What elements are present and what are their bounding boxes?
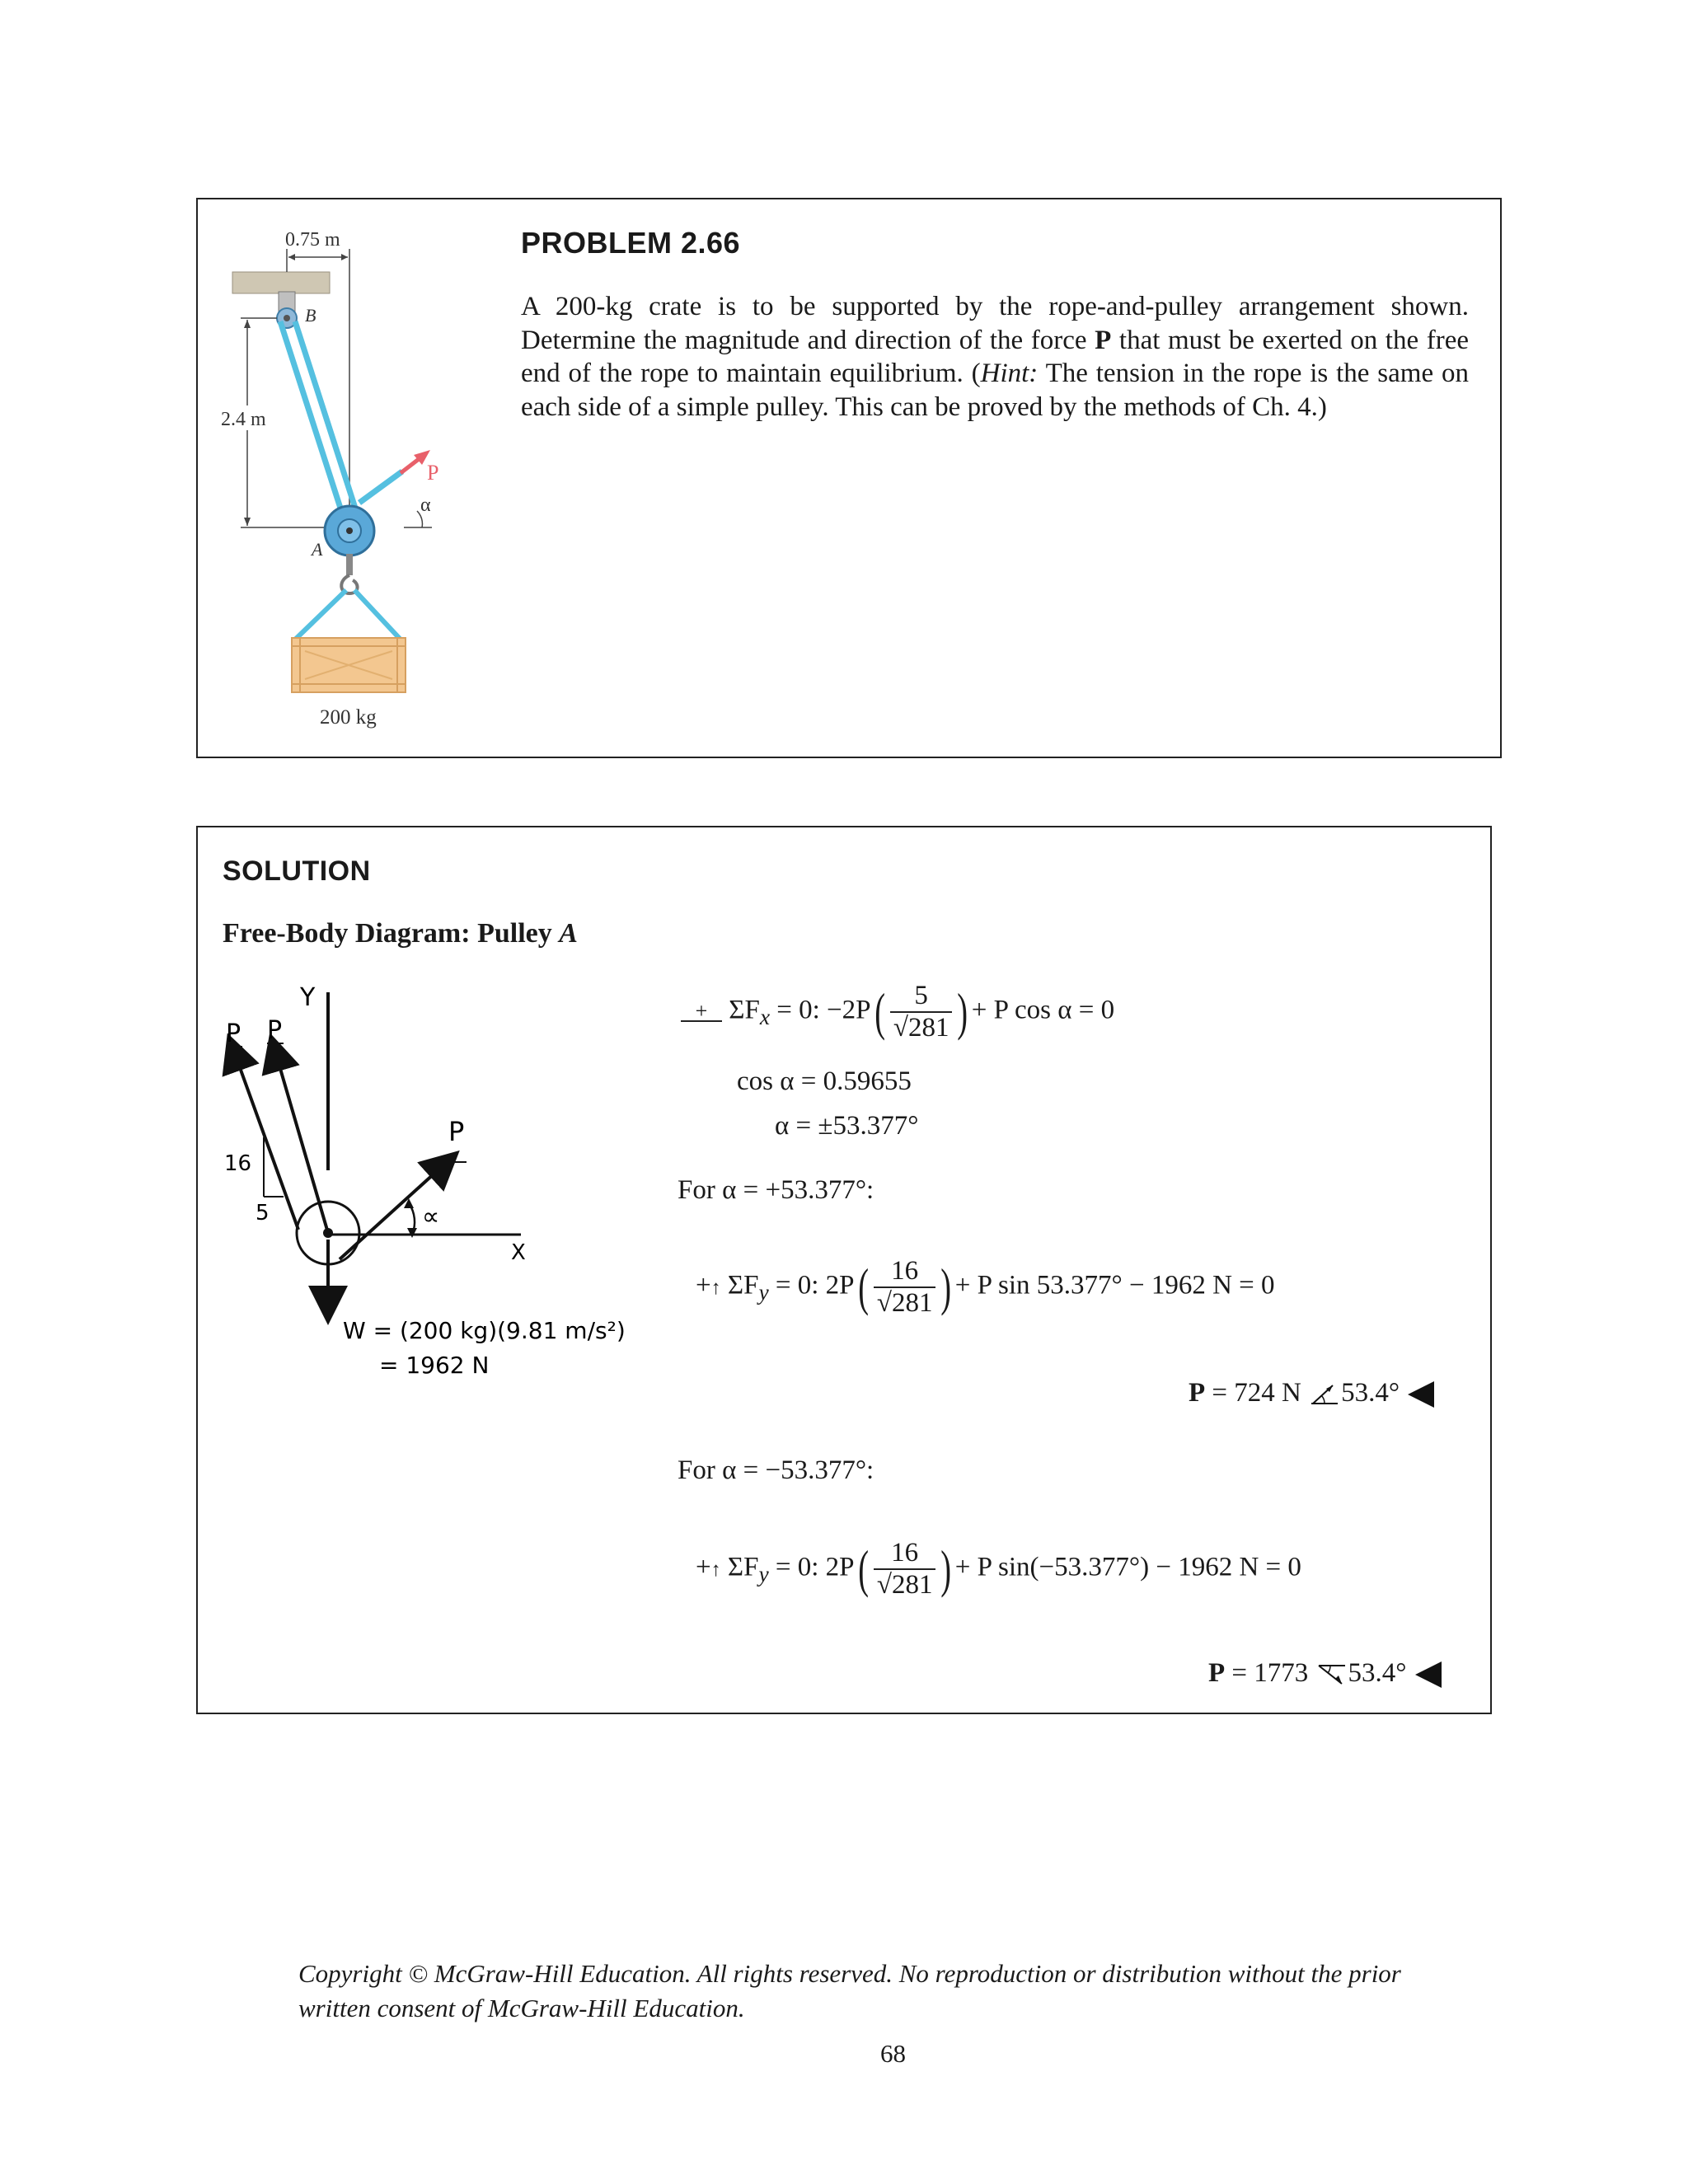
statement-hint: Hint: bbox=[980, 359, 1039, 388]
dim-top-label: 0.75 m bbox=[285, 229, 340, 251]
fbd-label-p-left-2: P bbox=[267, 1016, 283, 1045]
problem-heading: PROBLEM 2.66 bbox=[521, 226, 741, 260]
problem-box bbox=[196, 198, 1502, 758]
label-alpha: α bbox=[420, 494, 431, 516]
answer2-value: = 1773 bbox=[1225, 1658, 1309, 1688]
page-number: 68 bbox=[880, 2039, 906, 2068]
answer-1 bbox=[1189, 1378, 1436, 1409]
eq-sum-fy-2: +↑ $\Sigma F_y = 0$: 2P( $\frac{16}{√281}$ ) + P sin(−53.377°) − 1962 N = 0 bbox=[696, 1538, 1301, 1600]
alpha-pm: α = ±53.377° bbox=[775, 1111, 919, 1141]
case1-label: For α = +53.377°: bbox=[678, 1175, 874, 1205]
eq-fy1-rhs: + P sin 53.377° − 1962 N = 0 bbox=[954, 1270, 1275, 1301]
mass-label: 200 kg bbox=[320, 706, 377, 729]
answer-2 bbox=[1208, 1658, 1443, 1690]
eq-sum-fx: + $\Sigma F_x = 0$: −2P( $\frac{5}{√281}$ ) + P cos α = 0 bbox=[681, 981, 1114, 1043]
label-b: B bbox=[305, 305, 316, 326]
answer1-angle: 53.4° bbox=[1341, 1378, 1400, 1408]
eq-fx-lhs: ΣF bbox=[729, 995, 760, 1025]
eq-fy2-lhs: ΣF bbox=[727, 1552, 759, 1582]
eq-fx-den: √281 bbox=[893, 1013, 950, 1043]
statement-part-2: that must be exerted on the free end of the rope to maintain equilibrium. ( bbox=[521, 325, 1469, 388]
answer2-bold-p: P bbox=[1208, 1658, 1226, 1688]
rope-free-end bbox=[359, 471, 402, 503]
statement-bold-p: P bbox=[1095, 325, 1112, 355]
eq-fy1-den: √281 bbox=[876, 1288, 933, 1318]
eq-fx-sub: x bbox=[759, 1004, 771, 1030]
fbd-title-text: Free-Body Diagram: Pulley bbox=[223, 918, 560, 949]
eq-fy1-lhs: ΣF bbox=[727, 1270, 759, 1301]
answer2-angle: 53.4° bbox=[1348, 1658, 1407, 1688]
solution-heading: SOLUTION bbox=[223, 855, 371, 887]
answer1-value: = 724 N bbox=[1205, 1378, 1301, 1408]
free-body-diagram bbox=[198, 976, 692, 1388]
label-a: A bbox=[312, 539, 323, 560]
dim-side-label: 2.4 m bbox=[221, 409, 266, 430]
cos-alpha: cos α = 0.59655 bbox=[737, 1066, 912, 1096]
statement-part-3: The tension in the rope is the same on each side of a simple pulley. This can be proved by the methods of Ch. 4.) bbox=[521, 359, 1469, 422]
eq-fy2-sub: y bbox=[758, 1561, 769, 1587]
eq-fx-rhs: + P cos α = 0 bbox=[971, 995, 1115, 1025]
fbd-label-alpha: ∝ bbox=[422, 1202, 440, 1231]
copyright-line-1: Copyright © McGraw-Hill Education. All rights reserved. No reproduction or distribution without the prior bbox=[298, 1959, 1401, 1988]
answer-marker-icon bbox=[1406, 1380, 1436, 1409]
problem-statement bbox=[521, 290, 1469, 424]
eq-fy2-rhs: + P sin(−53.377°) − 1962 N = 0 bbox=[954, 1552, 1301, 1582]
answer1-bold-p: P bbox=[1189, 1378, 1206, 1408]
fbd-weight-line-2: = 1962 N bbox=[379, 1352, 490, 1379]
eq-fy1-num: 16 bbox=[874, 1256, 936, 1288]
rope-left-1 bbox=[280, 321, 345, 521]
eq-fy2-sign: + bbox=[696, 1552, 711, 1582]
eq-fx-num: 5 bbox=[890, 981, 953, 1013]
fbd-slope-5: 5 bbox=[256, 1201, 270, 1226]
case2-label: For α = −53.377°: bbox=[678, 1455, 874, 1485]
fbd-force-p-left-2 bbox=[275, 1052, 328, 1233]
eq-fy2-mid: = 0: 2P bbox=[768, 1552, 855, 1582]
angle-up-icon bbox=[1308, 1382, 1341, 1407]
eq-sum-fy-1: +↑ $\Sigma F_y = 0$: 2P( $\frac{16}{√281}$ ) + P sin 53.377° − 1962 N = 0 bbox=[696, 1256, 1275, 1318]
copyright-line-2: written consent of McGraw-Hill Education. bbox=[298, 1994, 745, 2022]
fbd-title-italic: A bbox=[559, 918, 578, 949]
eq-fy2-num: 16 bbox=[874, 1538, 936, 1570]
eq-fx-sign: + bbox=[681, 1002, 722, 1022]
fbd-label-p-left-1: P bbox=[226, 1019, 241, 1048]
eq-fy2-den: √281 bbox=[876, 1570, 933, 1600]
fbd-title bbox=[223, 918, 578, 949]
eq-fy1-sub: y bbox=[758, 1279, 769, 1305]
problem-figure bbox=[198, 199, 511, 760]
eq-fx-mid: = 0: −2P bbox=[770, 995, 871, 1025]
fbd-slope-16: 16 bbox=[224, 1151, 252, 1176]
label-p: P bbox=[427, 461, 439, 485]
fbd-weight-line-1: W = (200 kg)(9.81 m/s²) bbox=[343, 1317, 626, 1344]
copyright-notice bbox=[298, 1957, 1401, 2026]
fbd-label-y: Y bbox=[300, 983, 316, 1012]
statement-part-1: A 200-kg crate is to be supported by the rope-and-pulley arrangement shown. Determine the magnitude and direction of the force bbox=[521, 292, 1469, 355]
eq-fy1-sign: + bbox=[696, 1270, 711, 1301]
eq-fy1-mid: = 0: 2P bbox=[768, 1270, 855, 1301]
answer-marker-icon-2 bbox=[1414, 1660, 1443, 1690]
fbd-label-x: X bbox=[511, 1240, 526, 1265]
solution-box bbox=[196, 826, 1492, 1714]
fbd-label-p-right: P bbox=[448, 1116, 465, 1147]
ceiling-support bbox=[232, 272, 330, 293]
angle-down-icon bbox=[1315, 1662, 1348, 1687]
